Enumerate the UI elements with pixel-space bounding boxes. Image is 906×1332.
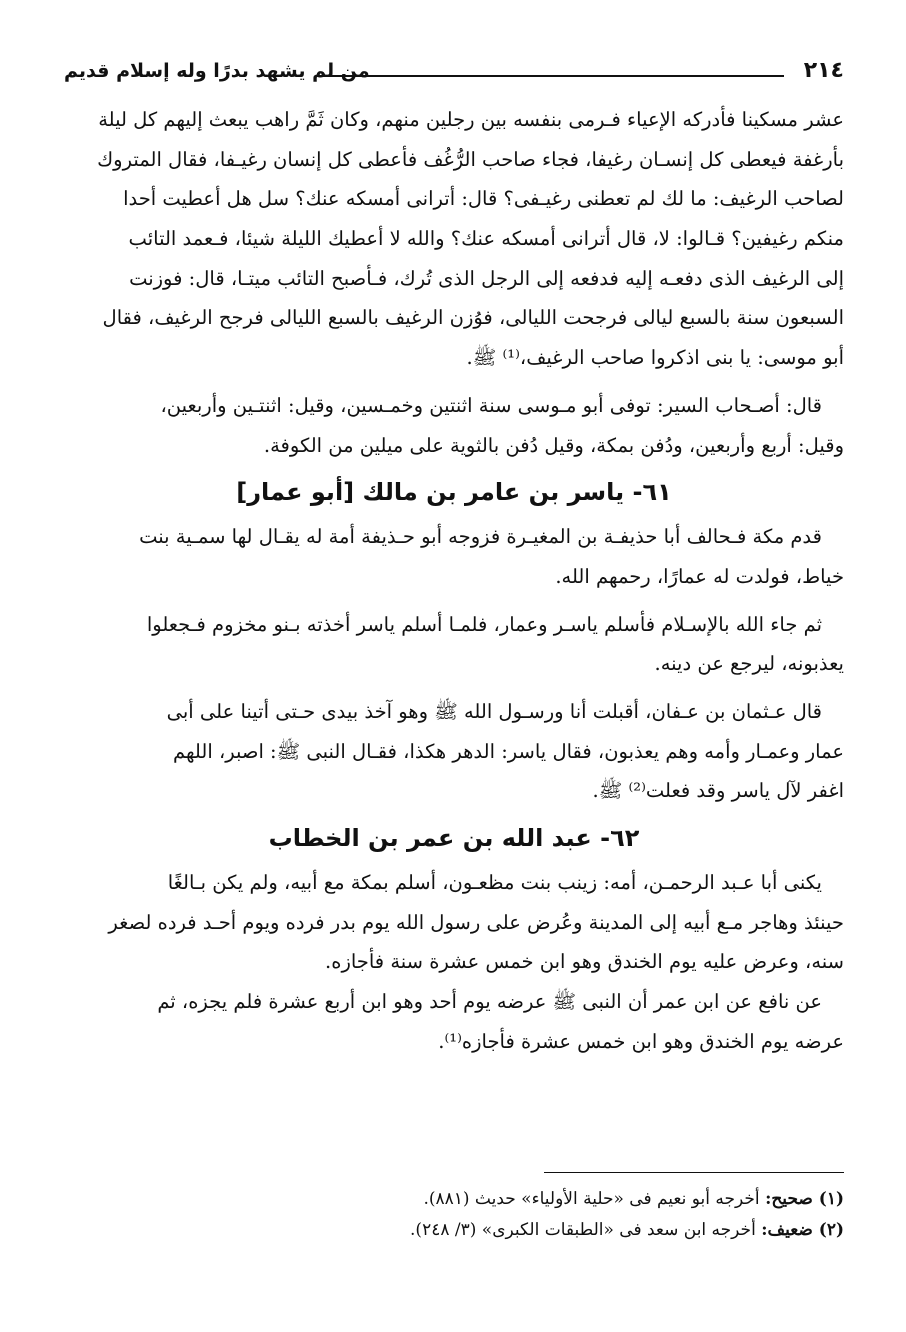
section-heading-61: ٦١- ياسر بن عامر بن مالك [أبو عمار] bbox=[236, 478, 672, 507]
text-line: حينئذ وهاجر مـع أبيه إلى المدينة وعُرض على رسول الله يوم بدر فرده ويوم أحـد فرده لصغر bbox=[108, 910, 844, 934]
section61-paragraph-2 bbox=[64, 605, 844, 684]
text-line: قال عـثمان بن عـفان، أقبلت أنا ورسـول الله ﷺ وهو آخذ بيدى حـتى أتينا على أبى bbox=[166, 699, 822, 723]
text-line: يعذبونه، ليرجع عن دينه. bbox=[654, 652, 844, 676]
text-line: بأرغفة فيعطى كل إنسـان رغيفا، فجاء صاحب الرُّغُف فأعطى كل إنسان رغيـفا، فقال المتروك bbox=[97, 147, 844, 171]
text-line: عرضه يوم الخندق وهو ابن خمس عشرة فأجازه⁽¹⁾. bbox=[438, 1029, 844, 1053]
text-line: اغفر لآل ياسر وقد فعلت⁽²⁾ ﷺ. bbox=[592, 779, 844, 803]
text-line: سنه، وعرض عليه يوم الخندق وهو ابن خمس عشرة سنة فأجازه. bbox=[325, 950, 844, 974]
header-rule bbox=[316, 75, 784, 77]
footnote-2 bbox=[64, 1215, 844, 1246]
section-heading-62: ٦٢- عبد الله بن عمر بن الخطاب bbox=[268, 824, 640, 852]
section61-paragraph-3 bbox=[64, 692, 844, 811]
text-line: السبعون سنة بالسبع ليالى فرجحت الليالى، فوُزن الرغيف بالسبع الليالى فرجح الرغيف، فقال bbox=[102, 306, 844, 330]
text-line: إلى الرغيف الذى دفعـه إليه فدفعه إلى الرجل الذى تُرك، فـأصبح التائب ميتـا، قال: فوزنت bbox=[129, 266, 844, 290]
running-title: من لم يشهد بدرًا وله إسلام قديم bbox=[64, 60, 370, 82]
page-header bbox=[64, 58, 844, 94]
footnote-text: أخرجه ابن سعد فى «الطبقات الكبرى» (٣/ ٢٤٨). bbox=[410, 1220, 756, 1240]
text-line: عمار وعمـار وأمه وهم يعذبون، فقال ياسر: الدهر هكذا، فقـال النبى ﷺ: اصبر، اللهم bbox=[172, 739, 844, 763]
section61-paragraph-1 bbox=[64, 517, 844, 596]
text-line: عشر مسكينا فأدركه الإعياء فـرمى بنفسه بين رجلين منهم، وكان ثَمَّ راهب يبعث إليهم كل ليلة bbox=[98, 108, 844, 131]
text-line: منكم رغيفين؟ قـالوا: لا، قال أترانى أمسكه عنك؟ والله لا أعطيك الليلة شيئا، فـعمد التائب bbox=[128, 227, 844, 251]
section62-paragraph-2 bbox=[64, 982, 844, 1061]
death-paragraph bbox=[64, 386, 844, 465]
text-line: أبو موسى: يا بنى اذكروا صاحب الرغيف،⁽¹⁾ ﷺ. bbox=[466, 346, 844, 370]
footnotes bbox=[64, 1184, 844, 1246]
section62-paragraph-1 bbox=[64, 863, 844, 982]
text-line: قدم مكة فـحالف أبا حذيفـة بن المغيـرة فزوجه أبو حـذيفة أمة له يقـال لها سمـية بنت bbox=[139, 525, 822, 549]
footnote-text: أخرجه أبو نعيم فى «حلية الأولياء» حديث (٨٨١). bbox=[423, 1189, 760, 1209]
page-body bbox=[64, 100, 844, 1061]
text-line: وقيل: أربع وأربعين، ودُفن بمكة، وقيل دُفن بالثوية على ميلين من الكوفة. bbox=[263, 433, 844, 457]
intro-paragraph bbox=[64, 100, 844, 378]
footnote-label: (١) صحيح: bbox=[765, 1189, 844, 1209]
footnote-1 bbox=[64, 1184, 844, 1215]
text-line: لصاحب الرغيف: ما لك لم تعطنى رغيـفى؟ قال: أترانى أمسكه عنك؟ سل هل أعطيت أحدا bbox=[123, 187, 844, 211]
text-line: يكنى أبا عـبد الرحمـن، أمه: زينب بنت مظعـون، أسلم بمكة مع أبيه، ولم يكن بـالغًا bbox=[167, 871, 822, 894]
text-line: عن نافع عن ابن عمر أن النبى ﷺ عرضه يوم أحد وهو ابن أربع عشرة فلم يجزه، ثم bbox=[157, 990, 822, 1014]
text-line: ثم جاء الله بالإسـلام فأسلم ياسـر وعمار، فلمـا أسلم ياسر أخذته بـنو مخزوم فـجعلوا bbox=[146, 612, 822, 636]
text-line: قال: أصـحاب السير: توفى أبو مـوسى سنة اثنتين وخمـسين، وقيل: اثنتـين وأربعين، bbox=[160, 393, 822, 417]
page-number: ٢١٤ bbox=[803, 58, 844, 83]
text-line: خياط، فولدت له عمارًا، رحمهم الله. bbox=[555, 564, 844, 588]
footnote-label: (٢) ضعيف: bbox=[761, 1220, 844, 1240]
footnote-rule bbox=[544, 1172, 844, 1173]
